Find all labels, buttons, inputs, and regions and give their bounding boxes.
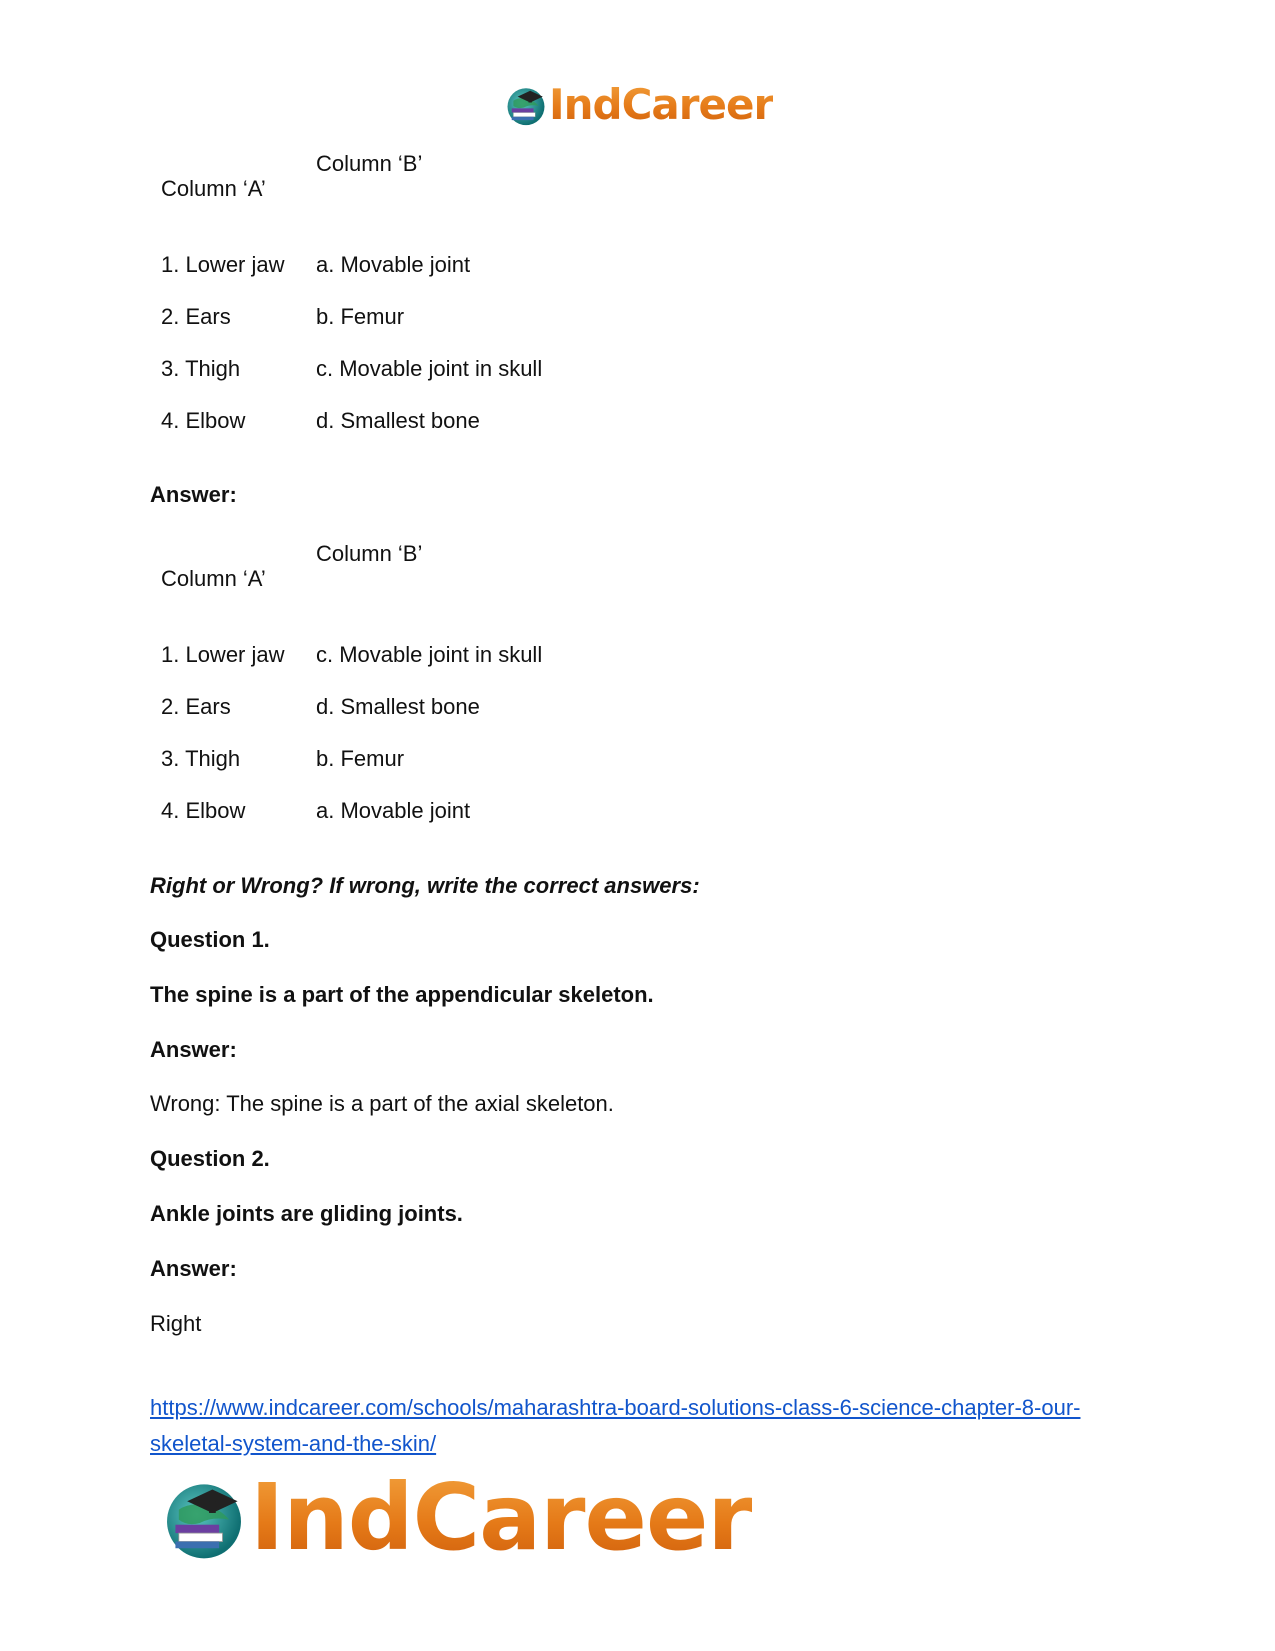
globe-graduation-cap-book-icon: [505, 84, 547, 126]
column-b-header: Column ‘B’: [316, 151, 423, 176]
column-a-header: Column ‘A’: [161, 176, 266, 201]
column-a-cell: 2. Ears: [161, 694, 231, 719]
column-b-cell: a. Movable joint: [316, 798, 471, 823]
source-link[interactable]: https://www.indcareer.com/schools/maharashtra-board-solutions-class-6-science-chapter-8-our-skeletal-system-and-the-skin/: [150, 1395, 1081, 1456]
table-row: [150, 355, 590, 407]
column-b-header: Column ‘B’: [316, 541, 423, 566]
section-heading: Right or Wrong? If wrong, write the correct answers:: [150, 873, 700, 898]
column-b-cell: a. Movable joint: [316, 252, 471, 277]
question-2-answer: Right: [150, 1311, 202, 1336]
footer-logo: [162, 1464, 752, 1571]
logo-wordmark: IndCareer: [250, 1464, 752, 1571]
column-a-cell: 1. Lower jaw: [161, 642, 285, 667]
column-a-cell: 1. Lower jaw: [161, 252, 285, 277]
column-b-cell: d. Smallest bone: [316, 408, 480, 433]
question-2-label: Question 2.: [150, 1146, 270, 1171]
column-a-cell: 4. Elbow: [161, 798, 246, 823]
table-row: [150, 303, 590, 355]
question-1-label: Question 1.: [150, 927, 270, 952]
question-2-answer-label: Answer:: [150, 1256, 237, 1281]
table-row: [150, 797, 590, 849]
column-b-cell: c. Movable joint in skull: [316, 356, 543, 381]
column-b-cell: b. Femur: [316, 304, 405, 329]
column-a-cell: 2. Ears: [161, 304, 231, 329]
column-a-cell: 4. Elbow: [161, 408, 246, 433]
header-logo: [505, 80, 773, 130]
table-row: [150, 693, 590, 745]
question-1-answer-label: Answer:: [150, 1037, 237, 1062]
logo-wordmark: IndCareer: [549, 80, 774, 129]
question-2-text: Ankle joints are gliding joints.: [150, 1201, 463, 1226]
question-1-answer: Wrong: The spine is a part of the axial skeleton.: [150, 1091, 614, 1116]
globe-graduation-cap-book-icon: [162, 1476, 246, 1560]
table-row: [150, 251, 590, 303]
question-1-text: The spine is a part of the appendicular skeleton.: [150, 982, 654, 1007]
column-b-cell: c. Movable joint in skull: [316, 642, 543, 667]
table-row: [150, 745, 590, 797]
column-b-cell: b. Femur: [316, 746, 405, 771]
table-row: [150, 407, 590, 459]
table-row: [150, 641, 590, 693]
column-a-cell: 3. Thigh: [161, 746, 241, 771]
column-a-header: Column ‘A’: [161, 566, 266, 591]
column-b-cell: d. Smallest bone: [316, 694, 480, 719]
answer-label: Answer:: [150, 482, 237, 507]
column-a-cell: 3. Thigh: [161, 356, 241, 381]
